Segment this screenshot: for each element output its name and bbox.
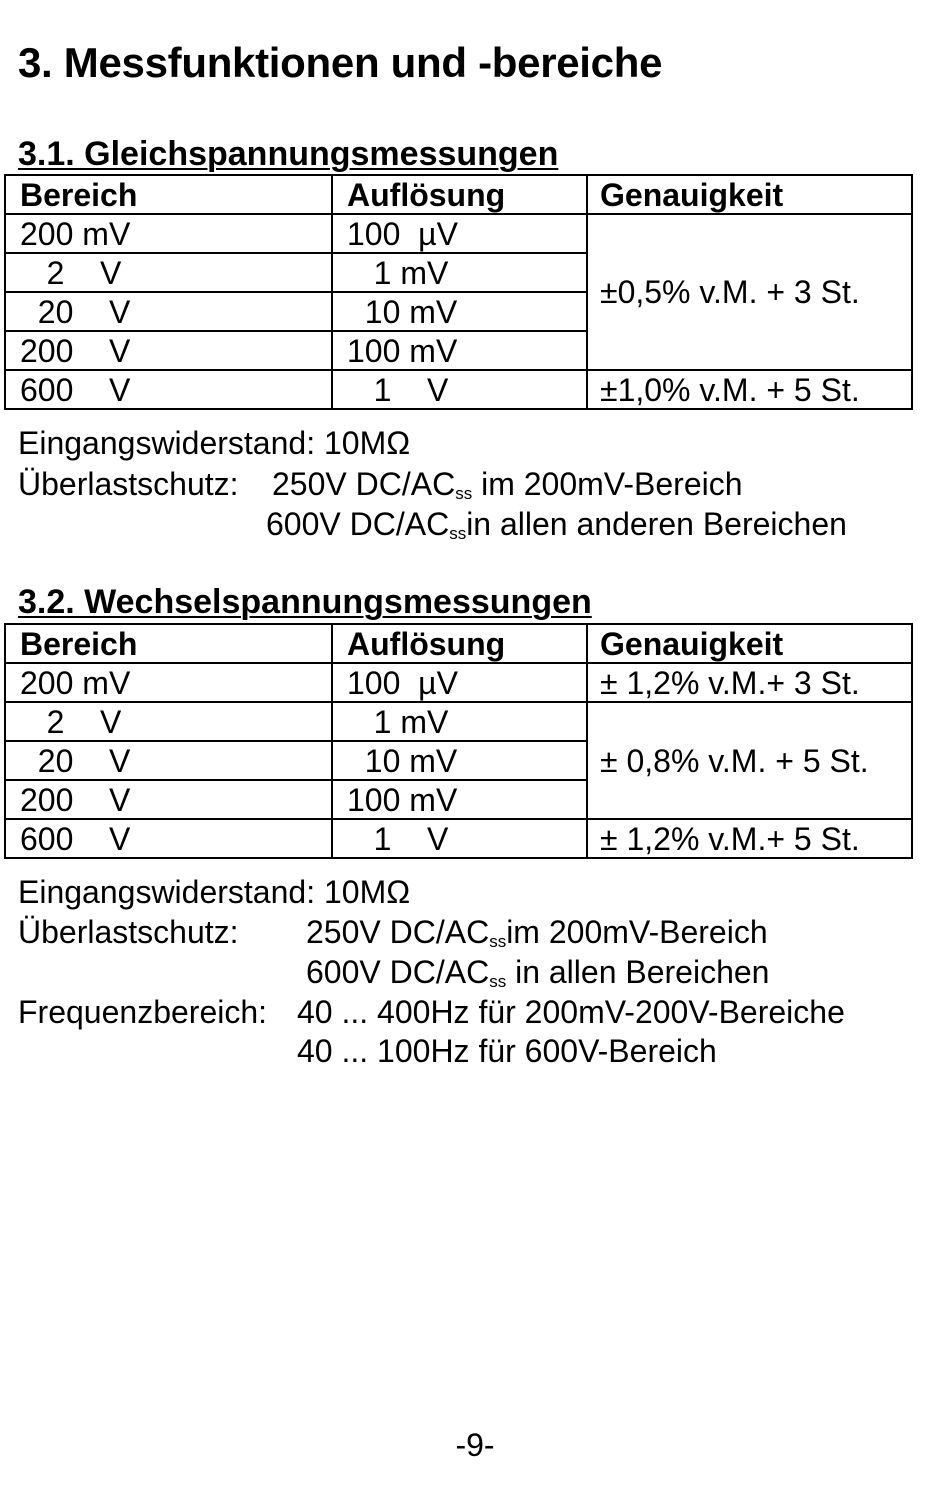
ac-input-resistance: Eingangswiderstand: 10MΩ (18, 874, 411, 910)
range-cell: 200 V (5, 331, 332, 370)
ac-frequency-label: Frequenzbereich: (18, 994, 268, 1030)
resolution-cell: 100 µV (332, 663, 587, 702)
range-cell: 2 V (5, 702, 332, 741)
resolution-cell: 100 mV (332, 331, 587, 370)
header-range: Bereich (5, 624, 332, 663)
accuracy-cell: ± 0,8% v.M. + 5 St. (587, 702, 912, 819)
table-row (5, 819, 912, 858)
header-range: Bereich (5, 175, 332, 214)
resolution-cell: 1 mV (332, 702, 587, 741)
table-header-row (5, 624, 912, 663)
resolution-cell: 1 V (332, 370, 587, 409)
ac-spec-table (4, 623, 913, 859)
resolution-cell: 1 mV (332, 253, 587, 292)
table-row (5, 663, 912, 702)
header-resolution: Auflösung (332, 624, 587, 663)
range-cell: 200 mV (5, 214, 332, 253)
range-cell: 2 V (5, 253, 332, 292)
accuracy-cell: ± 1,2% v.M.+ 3 St. (587, 663, 912, 702)
table-row (5, 370, 912, 409)
resolution-cell: 1 V (332, 819, 587, 858)
section-heading-dc: 3.1. Gleichspannungsmessungen (18, 135, 559, 173)
header-accuracy: Genauigkeit (587, 624, 912, 663)
header-accuracy: Genauigkeit (587, 175, 912, 214)
table-row (5, 214, 912, 253)
section-heading-ac: 3.2. Wechselspannungsmessungen (18, 583, 592, 621)
ac-overload-line-2: 600V $DC/AC_{ss}$ in allen Bereichen (306, 954, 770, 991)
ac-overload-line-1: 250V $DC/AC_{ss}im$ 200mV-Bereich (306, 914, 768, 951)
resolution-cell: 10 mV (332, 741, 587, 780)
accuracy-cell: ±0,5% v.M. + 3 St. (587, 214, 912, 370)
dc-overload-label: Überlastschutz: (18, 466, 239, 502)
accuracy-cell: ±1,0% v.M. + 5 St. (587, 370, 912, 409)
dc-input-resistance: Eingangswiderstand: 10MΩ (18, 425, 411, 461)
dc-overload-line-2: 600V $DC/AC_{ss}in$ allen anderen Bereichen (266, 506, 847, 543)
ac-frequency-line-2: 40 ... 100Hz für 600V-Bereich (297, 1033, 717, 1069)
header-resolution: Auflösung (332, 175, 587, 214)
range-cell: 20 V (5, 741, 332, 780)
table-row (5, 702, 912, 741)
range-cell: 600 V (5, 819, 332, 858)
dc-overload-line-1: 250V $DC/AC_{ss}$ im 200mV-Bereich (272, 466, 743, 503)
page-title: 3. Messfunktionen und -bereiche (18, 39, 663, 86)
dc-spec-table (4, 174, 913, 410)
range-cell: 20 V (5, 292, 332, 331)
resolution-cell: 100 µV (332, 214, 587, 253)
ac-overload-label: Überlastschutz: (18, 914, 239, 950)
ac-frequency-line-1: 40 ... 400Hz für 200mV-200V-Bereiche (297, 994, 845, 1030)
table-header-row (5, 175, 912, 214)
range-cell: 600 V (5, 370, 332, 409)
range-cell: 200 mV (5, 663, 332, 702)
accuracy-cell: ± 1,2% v.M.+ 5 St. (587, 819, 912, 858)
resolution-cell: 10 mV (332, 292, 587, 331)
resolution-cell: 100 mV (332, 780, 587, 819)
page-number: -9- (455, 1427, 495, 1463)
range-cell: 200 V (5, 780, 332, 819)
